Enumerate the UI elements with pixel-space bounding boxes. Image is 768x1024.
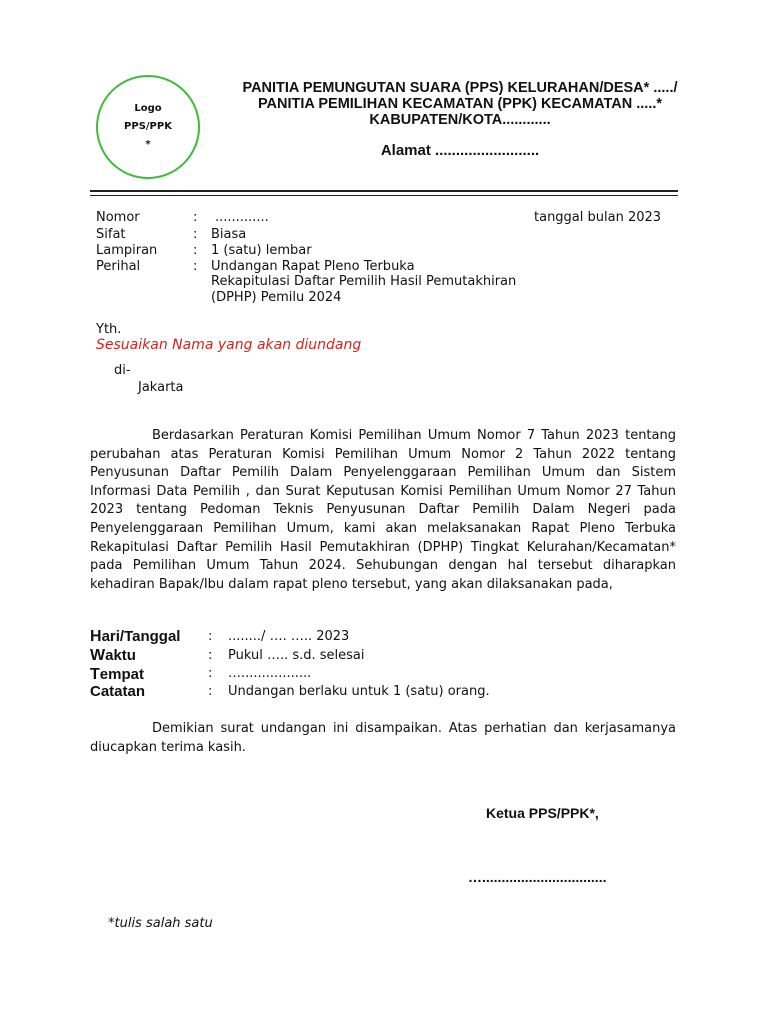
meta-colon: : xyxy=(193,259,198,274)
meta-colon: : xyxy=(193,227,198,242)
header-line-2: PANITIA PEMILIHAN KECAMATAN (PPK) KECAMATAN .....* xyxy=(257,96,663,112)
detail-label-hari-tanggal: Hari/Tanggal xyxy=(90,628,181,645)
header-line-3: KABUPATEN/KOTA............ xyxy=(369,112,551,128)
meta-label-sifat: Sifat xyxy=(96,227,126,242)
recipient-yth: Yth. xyxy=(96,322,122,337)
meta-value-perihal-cont-2: (DPHP) Pemilu 2024 xyxy=(211,290,342,305)
header-line-1: PANITIA PEMUNGUTAN SUARA (PPS) KELURAHAN/DESA* ...../ xyxy=(242,80,678,96)
closing-paragraph: Demikian surat undangan ini disampaikan. Atas perhatian dan kerjasamanya diucapkan terima kasih. xyxy=(90,721,676,755)
meta-value-sifat: Biasa xyxy=(211,227,247,242)
meta-value-perihal-cont-1: Rekapitulasi Daftar Pemilih Hasil Pemutakhiran xyxy=(211,274,517,289)
body-paragraph: Berdasarkan Peraturan Komisi Pemilihan Umum Nomor 7 Tahun 2023 tentang perubahan atas Peraturan Komisi Pemilihan Umum Nomor 2 Tahun 2022 tentang Penyusunan Daftar Pemilih Dalam Penyelenggaraan Pemilihan Umum dan Sistem Informasi Data Pemilih , dan Surat Keputusan Komisi Pemilihan Umum Nomor 27 Tahun 2023 tentang Pedoman Teknis Penyusunan Daftar Pemilih Dalam Negeri pada Penyelenggaraan Pemilihan Umum, kami akan melaksanakan Rapat Pleno Terbuka Rekapitulasi Daftar Pemilih Hasil Pemutakhiran (DPHP) Tingkat Kelurahan/Kecamatan* pada Pemilihan Umum Tahun 2024. Sehubungan dengan hal tersebut diharapkan kehadiran Bapak/Ibu dalam rapat pleno tersebut, yang akan dilaksanakan pada, xyxy=(90,428,676,592)
detail-label-tempat: Tempat xyxy=(90,666,144,683)
detail-colon: : xyxy=(208,666,213,681)
detail-colon: : xyxy=(208,684,213,699)
letter-date: tanggal bulan 2023 xyxy=(534,210,662,225)
logo-placeholder-text xyxy=(96,100,200,154)
header-divider-thick xyxy=(90,190,678,192)
signature-name-placeholder: …................................ xyxy=(468,869,607,885)
detail-value-waktu: Pukul ….. s.d. selesai xyxy=(228,648,365,663)
recipient-name-note: Sesuaikan Nama yang akan diundang xyxy=(96,337,362,353)
detail-colon: : xyxy=(208,629,213,644)
signature-title: Ketua PPS/PPK*, xyxy=(486,805,599,821)
detail-label-catatan: Catatan xyxy=(90,683,146,700)
detail-colon: : xyxy=(208,648,213,663)
detail-value-tempat: …................. xyxy=(228,666,312,681)
header-divider-thin xyxy=(90,195,678,196)
detail-value-hari-tanggal: ......../ …. ….. 2023 xyxy=(228,629,350,644)
logo-line-2: PPS/PPK xyxy=(124,121,172,132)
detail-value-catatan: Undangan berlaku untuk 1 (satu) orang. xyxy=(228,684,490,699)
logo-line-1: Logo xyxy=(134,103,162,114)
header-address: Alamat ......................... xyxy=(380,142,540,159)
meta-label-lampiran: Lampiran xyxy=(96,243,158,258)
meta-label-perihal: Perihal xyxy=(96,259,141,274)
logo-line-3: * xyxy=(145,139,151,150)
meta-value-perihal: Undangan Rapat Pleno Terbuka xyxy=(211,259,415,274)
meta-colon: : xyxy=(193,210,198,225)
meta-colon: : xyxy=(193,243,198,258)
recipient-di: di- xyxy=(114,363,131,378)
detail-label-waktu: Waktu xyxy=(90,647,136,664)
footnote: *tulis salah satu xyxy=(108,916,213,931)
meta-value-lampiran: 1 (satu) lembar xyxy=(211,243,312,258)
meta-label-nomor: Nomor xyxy=(96,210,140,225)
meta-value-nomor: ............. xyxy=(215,210,269,225)
recipient-city: Jakarta xyxy=(138,380,184,395)
